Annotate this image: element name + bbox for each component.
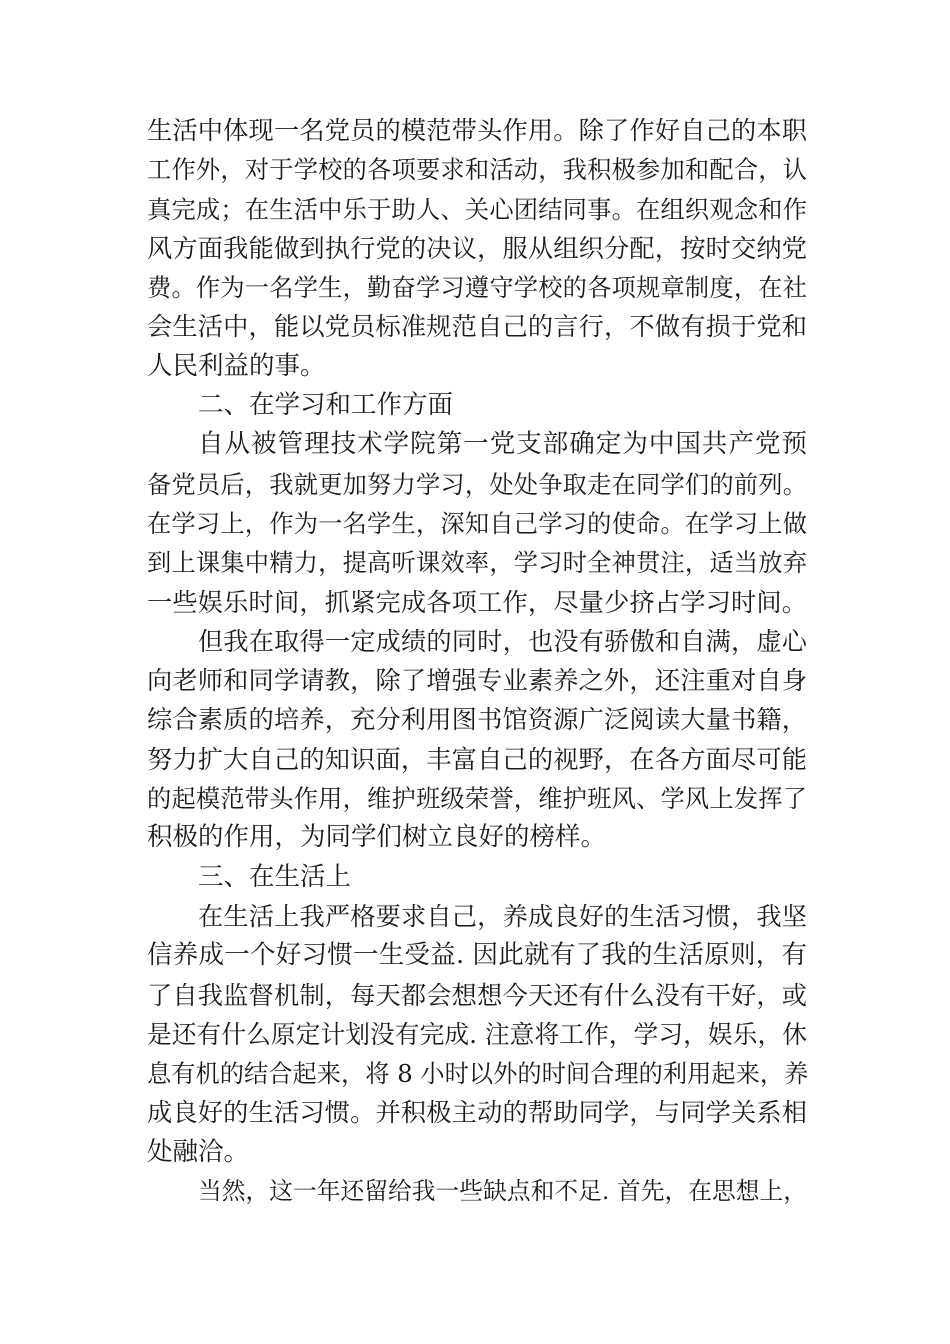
text-line: 信养成一个好习惯一生受益. 因此就有了我的生活原则，有: [147, 940, 807, 971]
document-body: [147, 111, 807, 1211]
text-line: 在生活上我严格要求自己，养成良好的生活习惯，我坚: [198, 901, 807, 931]
text-line: 积极的作用，为同学们树立良好的榜样。: [147, 822, 607, 853]
text-line: 会生活中，能以党员标准规范自己的言行，不做有损于党和: [147, 312, 807, 342]
text-line: 处融洽。: [147, 1136, 250, 1167]
text-line: 是还有什么原定计划没有完成. 注意将工作，学习，娱乐，休: [147, 1019, 807, 1049]
text-line: 真完成；在生活中乐于助人、关心团结同事。在组织观念和作: [147, 194, 807, 224]
section-heading: 二、在学习和工作方面: [198, 390, 454, 421]
text-line: 到上课集中精力，提高听课效率，学习时全神贯注，适当放弃: [147, 548, 807, 578]
text-line: 人民利益的事。: [147, 350, 326, 381]
text-line: 当然，这一年还留给我一些缺点和不足. 首先，在思想上，: [198, 1177, 807, 1206]
text-line: 备党员后，我就更加努力学习，处处争取走在同学们的前列。: [147, 469, 807, 499]
text-line: 息有机的结合起来，将 8 小时以外的时间合理的利用起来，养: [147, 1059, 809, 1089]
section-heading: 三、在生活上: [198, 861, 352, 892]
text-line: 在学习上，作为一名学生，深知自己学习的使命。在学习上做: [147, 508, 807, 538]
text-line: 生活中体现一名党员的模范带头作用。除了作好自己的本职: [147, 116, 807, 145]
text-line: 一些娱乐时间，抓紧完成各项工作，尽量少挤占学习时间。: [147, 587, 807, 617]
text-line: 向老师和同学请教，除了增强专业素养之外，还注重对自身: [147, 666, 807, 696]
text-line: 的起模范带头作用，维护班级荣誉，维护班风、学风上发挥了: [147, 784, 807, 814]
text-line: 费。作为一名学生，勤奋学习遵守学校的各项规章制度，在社: [147, 273, 807, 303]
text-line: 成良好的生活习惯。并积极主动的帮助同学，与同学关系相: [147, 1098, 807, 1128]
text-line: 了自我监督机制，每天都会想想今天还有什么没有干好，或: [147, 980, 807, 1010]
text-line: 工作外，对于学校的各项要求和活动，我积极参加和配合，认: [147, 155, 807, 185]
text-line: 努力扩大自己的知识面，丰富自己的视野，在各方面尽可能: [147, 744, 807, 774]
text-line: 综合素质的培养，充分利用图书馆资源广泛阅读大量书籍，: [147, 705, 807, 735]
text-line: 风方面我能做到执行党的决议，服从组织分配，按时交纳党: [147, 233, 807, 263]
text-line: 自从被管理技术学院第一党支部确定为中国共产党预: [198, 429, 807, 460]
text-line: 但我在取得一定成绩的同时，也没有骄傲和自满，虚心: [198, 626, 807, 656]
